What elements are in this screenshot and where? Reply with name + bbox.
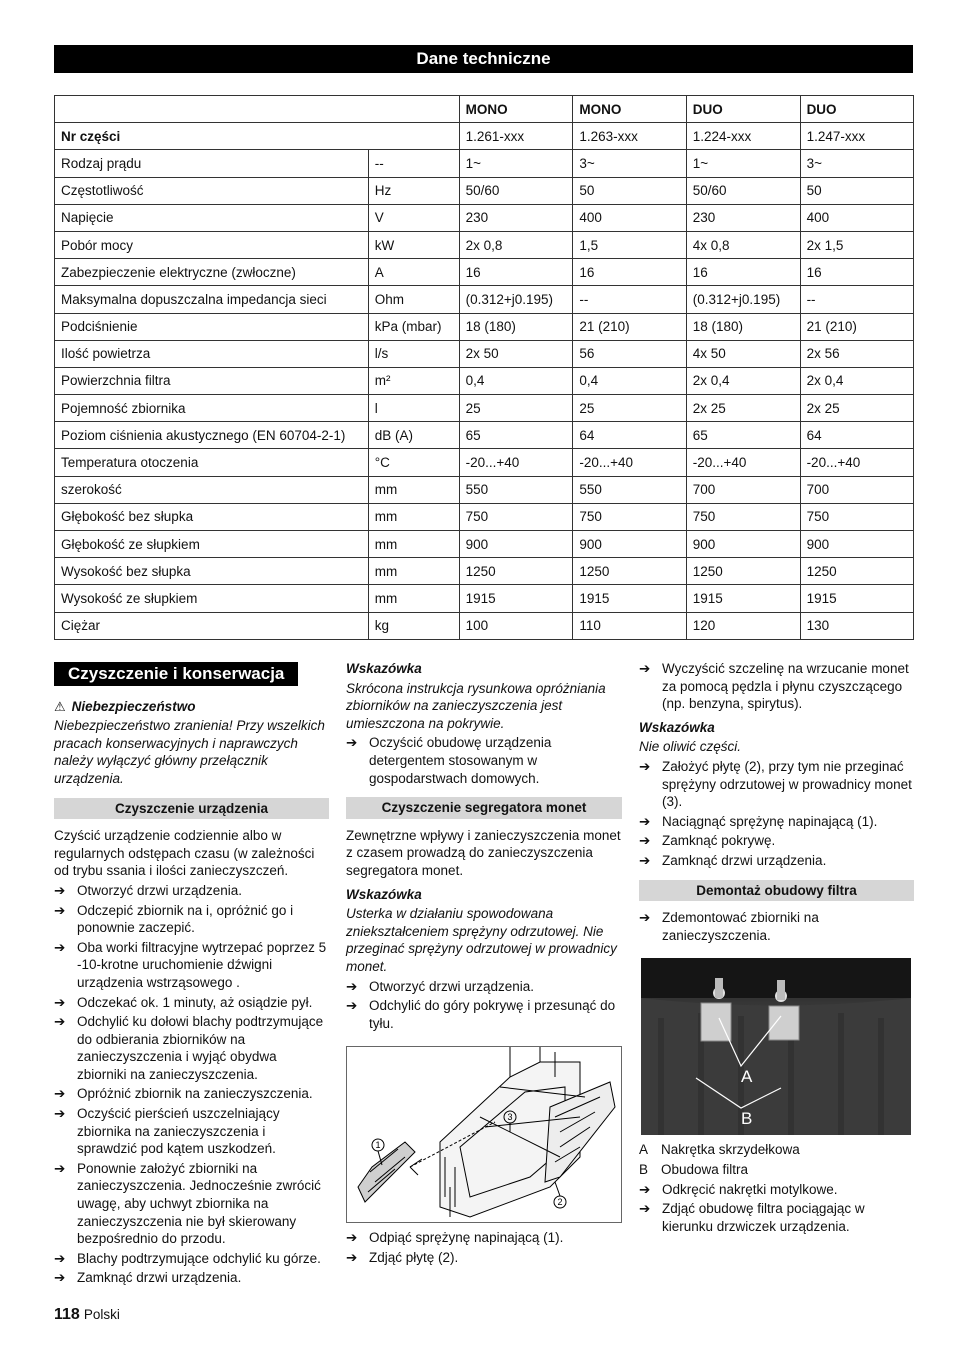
table-cell: 1250 <box>459 558 573 585</box>
step-item: ➔ Naciągnąć sprężynę napinającą (1). <box>639 813 878 829</box>
arrow-icon: ➔ <box>346 735 358 751</box>
table-cell: 750 <box>573 503 686 530</box>
table-cell: 1~ <box>459 150 573 177</box>
step-item: ➔ Zamknąć pokrywę. <box>639 833 776 849</box>
page-number: 118 <box>54 1306 80 1323</box>
table-cell: 1915 <box>573 585 686 612</box>
table-cell: Częstotliwość <box>55 177 369 204</box>
arrow-icon: ➔ <box>54 994 66 1010</box>
page-footer <box>54 1306 120 1324</box>
sub-title-filter-housing: Demontaż obudowy filtra <box>639 880 914 902</box>
danger-text: Niebezpieczeństwo zranienia! Przy wszelkich pracach konserwacyjnych i naprawczych należy wyłączyć główny przełącznik urządzenia. <box>54 718 325 786</box>
step-item: ➔ Otworzyć drzwi urządzenia. <box>54 882 243 898</box>
table-cell: mm <box>368 531 459 558</box>
table-row <box>55 340 914 367</box>
table-cell: Temperatura otoczenia <box>55 449 369 476</box>
table-cell: 18 (180) <box>686 313 800 340</box>
table-cell: mm <box>368 503 459 530</box>
table-cell: 3~ <box>800 150 913 177</box>
table-row <box>55 503 914 530</box>
table-cell: 2x 25 <box>800 395 913 422</box>
table-cell <box>55 96 460 123</box>
table-row <box>55 286 914 313</box>
table-cell: (0.312+j0.195) <box>686 286 800 313</box>
table-cell: 1.263-xxx <box>573 123 686 150</box>
table-cell: Pojemność zbiornika <box>55 395 369 422</box>
filter-housing-photo <box>641 958 911 1135</box>
table-cell: 16 <box>686 259 800 286</box>
arrow-icon: ➔ <box>639 758 651 774</box>
filter-photo-drawing <box>641 958 911 1135</box>
table-cell: kPa (mbar) <box>368 313 459 340</box>
table-cell: Wysokość ze słupkiem <box>55 585 369 612</box>
table-cell: 50/60 <box>686 177 800 204</box>
table-cell: Rodzaj prądu <box>55 150 369 177</box>
table-cell: DUO <box>800 96 913 123</box>
table-cell: °C <box>368 449 459 476</box>
table-cell: 400 <box>800 204 913 231</box>
table-cell: 1.247-xxx <box>800 123 913 150</box>
table-cell: Powierzchnia filtra <box>55 367 369 394</box>
sub-title-coin-sorter: Czyszczenie segregatora monet <box>346 797 622 819</box>
arrow-icon: ➔ <box>54 882 66 898</box>
coin-sorter-drawing <box>347 1047 621 1222</box>
step-item: ➔ Zdjąć obudowę filtra pociągając w kierunku drzwiczek urządzenia. <box>639 1201 865 1234</box>
table-cell: 65 <box>686 422 800 449</box>
cleaning-title: Czyszczenie i konserwacja <box>54 662 298 686</box>
table-cell: kg <box>368 612 459 639</box>
table-cell: Ilość powietrza <box>55 340 369 367</box>
table-cell: 900 <box>573 531 686 558</box>
table-row <box>55 476 914 503</box>
table-cell: Zabezpieczenie elektryczne (zwłoczne) <box>55 259 369 286</box>
table-cell: 2x 1,5 <box>800 231 913 258</box>
step-item: ➔ Zamknąć drzwi urządzenia. <box>54 1270 242 1286</box>
legend-item: A Nakrętka skrzydełkowa <box>639 1142 800 1158</box>
table-row <box>55 231 914 258</box>
step-item: ➔ Założyć płytę (2), przy tym nie przeginać sprężyny odrzutowej w prowadnicy monet (3). <box>639 758 912 810</box>
table-cell: 16 <box>800 259 913 286</box>
arrow-icon: ➔ <box>639 661 651 676</box>
table-cell: 550 <box>459 476 573 503</box>
device-cleaning-intro: Czyścić urządzenie codziennie albo w regularnych odstępach czasu (w zależności od trybu ssania i ilości zanieczyszczeń. <box>54 828 315 879</box>
table-cell: 16 <box>459 259 573 286</box>
table-cell: 750 <box>800 503 913 530</box>
table-cell: MONO <box>459 96 573 123</box>
arrow-icon: ➔ <box>54 902 66 918</box>
step-item: ➔ Odchylić ku dołowi blachy podtrzymujące do odbierania zbiorników na zanieczyszczenia i wyjąć obydwa zbiorniki na zanieczyszczenia. <box>54 1014 324 1082</box>
arrow-icon: ➔ <box>639 1181 651 1197</box>
column-filter <box>639 660 914 1237</box>
table-cell: 21 (210) <box>800 313 913 340</box>
table-cell: 1250 <box>686 558 800 585</box>
arrow-icon: ➔ <box>639 910 651 926</box>
table-row <box>55 422 914 449</box>
arrow-icon: ➔ <box>54 1250 66 1266</box>
device-cleaning-steps <box>54 882 329 1287</box>
step-item: ➔ Ponownie założyć zbiorniki na zanieczyszczenia. Jednocześnie zwrócić uwagę, aby uchwyt zbiornika na zanieczyszczenia nie był skierowany bezpośrednio do przodu. <box>54 1160 321 1247</box>
table-cell: 16 <box>573 259 686 286</box>
table-cell: 100 <box>459 612 573 639</box>
table-cell: 4x 50 <box>686 340 800 367</box>
table-cell: 56 <box>573 340 686 367</box>
table-cell: 21 (210) <box>573 313 686 340</box>
arrow-icon: ➔ <box>346 998 358 1014</box>
table-cell: 700 <box>800 476 913 503</box>
table-cell: Głębokość bez słupka <box>55 503 369 530</box>
table-row <box>55 395 914 422</box>
table-row <box>55 177 914 204</box>
step-item: ➔ Oczyścić obudowę urządzenia detergentem stosowanym w gospodarstwach domowych. <box>346 735 552 786</box>
arrow-icon: ➔ <box>639 813 651 829</box>
arrow-icon: ➔ <box>54 939 66 955</box>
arrow-icon: ➔ <box>54 1014 66 1030</box>
table-cell: 900 <box>686 531 800 558</box>
step-item: ➔ Zdemontować zbiorniki na zanieczyszczenia. <box>639 910 819 943</box>
table-cell: 2x 0,8 <box>459 231 573 258</box>
arrow-icon: ➔ <box>54 1106 66 1122</box>
table-cell: l <box>368 395 459 422</box>
table-cell: 65 <box>459 422 573 449</box>
table-cell: Poziom ciśnienia akustycznego (EN 60704-2-1) <box>55 422 369 449</box>
table-cell: Głębokość ze słupkiem <box>55 531 369 558</box>
step-item: ➔ Opróżnić zbiornik na zanieczyszczenia. <box>54 1086 313 1102</box>
table-cell: 0,4 <box>459 367 573 394</box>
step-item: ➔ Oba worki filtracyjne wytrzepać poprzez 5 -10-krotne uruchomienie dźwigni urządzenia wstrząsowego . <box>54 939 327 990</box>
table-row <box>55 123 914 150</box>
coin-sorter-steps <box>346 978 622 1033</box>
arrow-icon: ➔ <box>346 1249 358 1265</box>
table-row <box>55 558 914 585</box>
step-item: ➔ Zdjąć płytę (2). <box>346 1249 459 1265</box>
spec-table <box>54 95 914 640</box>
table-cell: 750 <box>459 503 573 530</box>
table-cell: -20...+40 <box>686 449 800 476</box>
table-cell: -20...+40 <box>573 449 686 476</box>
language-label: Polski <box>83 1307 120 1322</box>
photo-label-b: B <box>741 1109 753 1129</box>
table-cell: 2x 56 <box>800 340 913 367</box>
sub-title-device-cleaning: Czyszczenie urządzenia <box>54 798 329 820</box>
table-cell: 550 <box>573 476 686 503</box>
step-item: ➔ Otworzyć drzwi urządzenia. <box>346 978 535 994</box>
step-item: ➔ Wyczyścić szczelinę na wrzucanie monet za pomocą pędzla i płynu czyszczącego (np. benzyna, spirytus). <box>639 661 909 712</box>
table-cell: 1915 <box>686 585 800 612</box>
step-item: ➔ Odchylić do góry pokrywę i przesunąć do tyłu. <box>346 998 616 1031</box>
table-cell: V <box>368 204 459 231</box>
table-row <box>55 204 914 231</box>
table-cell: Ciężar <box>55 612 369 639</box>
note-text: Usterka w działaniu spowodowana zniekształceniem sprężyny odrzutowej. Nie przeginać sprężyny odrzutowej w prowadnicy monet. <box>346 906 617 974</box>
table-row <box>55 313 914 340</box>
table-cell: 230 <box>459 204 573 231</box>
table-cell: 400 <box>573 204 686 231</box>
coin-sorter-figure <box>346 1046 622 1223</box>
note-heading: Wskazówka <box>346 661 422 676</box>
table-cell: 25 <box>459 395 573 422</box>
arrow-icon: ➔ <box>639 1201 651 1217</box>
arrow-icon: ➔ <box>54 1270 66 1286</box>
table-cell: Podciśnienie <box>55 313 369 340</box>
figure-label: 2 <box>557 1197 563 1208</box>
coin-sorter-steps-2 <box>346 1229 622 1266</box>
table-cell: 64 <box>573 422 686 449</box>
coin-sorter-intro: Zewnętrzne wpływy i zanieczyszczenia monet z czasem prowadzą do zanieczyszczenia segregatora monet. <box>346 827 621 878</box>
note-heading: Wskazówka <box>639 719 715 735</box>
danger-heading: ⚠ Niebezpieczeństwo <box>54 698 196 714</box>
table-cell: Wysokość bez słupka <box>55 558 369 585</box>
arrow-icon: ➔ <box>346 1230 358 1246</box>
table-cell: Nr części <box>55 123 460 150</box>
table-row <box>55 449 914 476</box>
table-cell: 2x 25 <box>686 395 800 422</box>
table-cell: 750 <box>686 503 800 530</box>
table-cell: 1,5 <box>573 231 686 258</box>
table-cell: -- <box>573 286 686 313</box>
note-text: Nie oliwić części. <box>639 739 742 755</box>
table-cell: 2x 50 <box>459 340 573 367</box>
table-cell: 900 <box>800 531 913 558</box>
table-cell: 50 <box>573 177 686 204</box>
table-cell: 50 <box>800 177 913 204</box>
table-row <box>55 531 914 558</box>
table-cell: 1250 <box>573 558 686 585</box>
table-cell: 1~ <box>686 150 800 177</box>
table-cell: 18 (180) <box>459 313 573 340</box>
table-cell: l/s <box>368 340 459 367</box>
table-cell: 1915 <box>459 585 573 612</box>
step-item: ➔ Odczepić zbiornik na i, opróżnić go i ponownie zaczepić. <box>54 902 294 936</box>
table-cell: Ohm <box>368 286 459 313</box>
legend-item: B Obudowa filtra <box>639 1161 749 1177</box>
table-cell: (0.312+j0.195) <box>459 286 573 313</box>
table-cell: 110 <box>573 612 686 639</box>
warning-icon: ⚠ <box>54 698 66 714</box>
table-cell: 64 <box>800 422 913 449</box>
table-row <box>55 612 914 639</box>
table-cell: 1.261-xxx <box>459 123 573 150</box>
table-cell: 1915 <box>800 585 913 612</box>
filter-steps <box>639 1181 914 1236</box>
table-row <box>55 259 914 286</box>
photo-label-a: A <box>741 1067 753 1087</box>
table-cell: 3~ <box>573 150 686 177</box>
section-title: Dane techniczne <box>54 45 913 73</box>
table-cell: 1250 <box>800 558 913 585</box>
table-cell: 900 <box>459 531 573 558</box>
step-item: ➔ Odczekać ok. 1 minuty, aż osiądzie pył. <box>54 994 313 1010</box>
column-coin-sorter <box>346 660 622 1268</box>
table-cell: 4x 0,8 <box>686 231 800 258</box>
step-item: ➔ Oczyścić pierścień uszczelniający zbiornika na zanieczyszczenia i sprawdzić pod kątem uszkodzeń. <box>54 1106 280 1157</box>
table-cell: DUO <box>686 96 800 123</box>
step-item: ➔ Blachy podtrzymujące odchylić ku górze. <box>54 1250 321 1266</box>
table-cell: 120 <box>686 612 800 639</box>
step-item: ➔ Zamknąć drzwi urządzenia. <box>639 852 827 868</box>
table-cell: 50/60 <box>459 177 573 204</box>
table-cell: kW <box>368 231 459 258</box>
table-cell: 25 <box>573 395 686 422</box>
step-item: ➔ Odkręcić nakrętki motylkowe. <box>639 1181 838 1197</box>
table-row <box>55 96 914 123</box>
arrow-icon: ➔ <box>639 833 651 849</box>
coin-sorter-steps-3 <box>639 758 914 870</box>
table-cell: -20...+40 <box>459 449 573 476</box>
table-cell: 0,4 <box>573 367 686 394</box>
table-cell: mm <box>368 558 459 585</box>
table-cell: A <box>368 259 459 286</box>
table-row <box>55 367 914 394</box>
table-cell: 700 <box>686 476 800 503</box>
table-cell: Hz <box>368 177 459 204</box>
table-cell: 1.224-xxx <box>686 123 800 150</box>
arrow-icon: ➔ <box>54 1160 66 1176</box>
table-cell: szerokość <box>55 476 369 503</box>
table-cell: mm <box>368 476 459 503</box>
step-item: ➔ Odpiąć sprężynę napinającą (1). <box>346 1230 564 1246</box>
table-cell: 230 <box>686 204 800 231</box>
note-heading: Wskazówka <box>346 886 422 902</box>
table-cell: 2x 0,4 <box>686 367 800 394</box>
table-cell: 130 <box>800 612 913 639</box>
table-cell: Maksymalna dopuszczalna impedancja sieci <box>55 286 369 313</box>
table-cell: Napięcie <box>55 204 369 231</box>
arrow-icon: ➔ <box>639 852 651 868</box>
note-text: Skrócona instrukcja rysunkowa opróżniania zbiorników na zanieczyszczenia jest umieszczona na pokrywie. <box>346 680 606 731</box>
table-cell: -- <box>800 286 913 313</box>
table-cell: dB (A) <box>368 422 459 449</box>
arrow-icon: ➔ <box>346 978 358 994</box>
table-cell: -20...+40 <box>800 449 913 476</box>
table-cell: 2x 0,4 <box>800 367 913 394</box>
table-cell: Pobór mocy <box>55 231 369 258</box>
table-cell: mm <box>368 585 459 612</box>
figure-label: 1 <box>375 1140 381 1151</box>
table-row <box>55 150 914 177</box>
arrow-icon: ➔ <box>54 1086 66 1102</box>
figure-label: 3 <box>507 1112 513 1123</box>
table-cell: MONO <box>573 96 686 123</box>
table-row <box>55 585 914 612</box>
column-cleaning <box>54 660 329 1289</box>
table-cell: m² <box>368 367 459 394</box>
table-cell: -- <box>368 150 459 177</box>
